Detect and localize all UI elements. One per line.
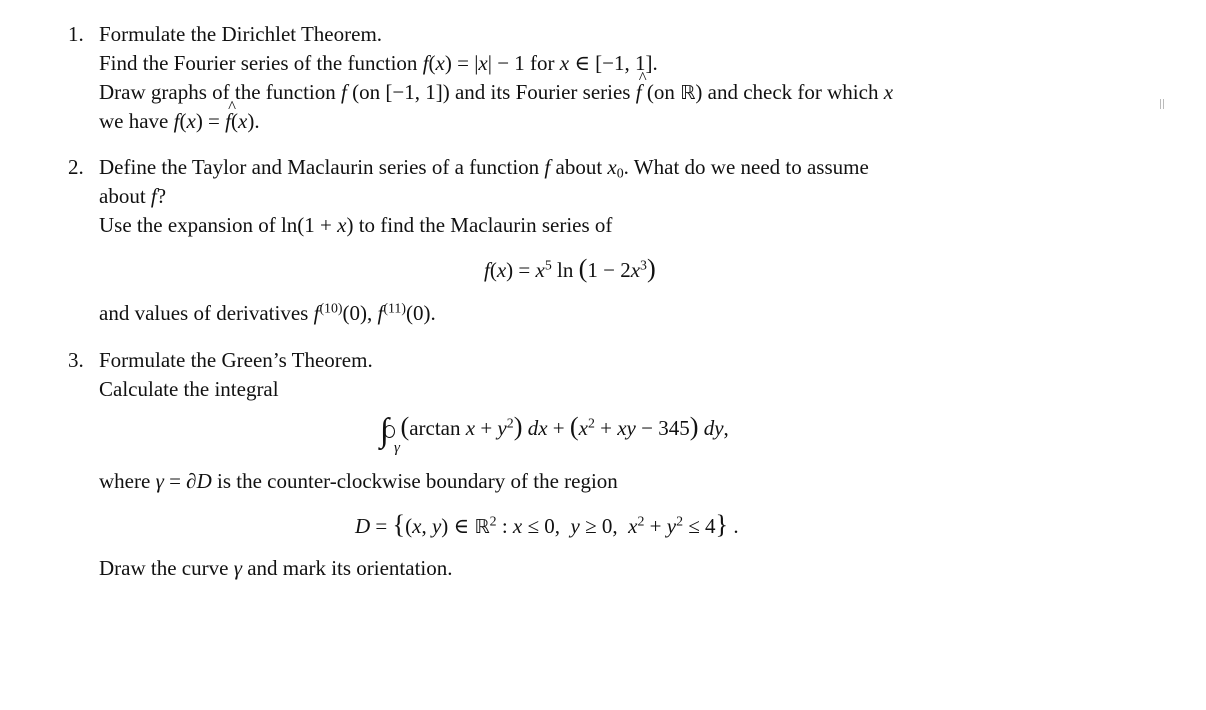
item-2-line-1-text-a: Define the Taylor and Maclaurin series of a function (99, 155, 540, 179)
display-formula-integral: ∫ γ (arctan $x + y^2$) dx + ($x^2$ + xy − 345) dy, (380, 412, 729, 457)
item-2-number: 2. (68, 155, 84, 179)
item-2-line-3-text-b: to find the Maclaurin series of (358, 213, 613, 237)
formula-ln: ln(1 + x) (280, 213, 359, 237)
formula-equality: f(x) = ^ f(x). (174, 109, 260, 133)
item-1-line-3-text: Draw graphs of the function (99, 80, 336, 104)
item-1-line-2 (99, 53, 658, 74)
contour-integral-symbol: ∫ γ (380, 412, 400, 457)
formula-interval: [−1, 1]) (385, 80, 450, 104)
formula-f: f (544, 155, 551, 179)
item-3-line-3 (99, 471, 618, 492)
item-1-on-text-2: (on (646, 80, 675, 104)
item-2-line-4 (99, 300, 436, 325)
item-1-heading: Formulate the Dirichlet Theorem. (99, 22, 383, 46)
formula-domain: x ∈ [−1, 1]. (559, 51, 658, 75)
display-formula-region: D = {(x, y) ∈ ℝ$^2$ : x ≤ 0, y ≥ 0, $x^2 + y^2 \le 4$} . (355, 510, 739, 539)
formula-derivatives: $f^{(10)}(0)$, $f^{(11)}(0)$. (313, 300, 436, 325)
item-3-where-text: where (99, 469, 151, 493)
formula-reals: ℝ) (680, 80, 703, 104)
formula-fhat: ^ f (636, 80, 647, 104)
display-formula-maclaurin: $f(x) = x^5$ $\ln (1 - 2x^3)$ (484, 254, 656, 283)
item-3-line-4 (99, 558, 453, 579)
formula-f: f (341, 80, 347, 104)
item-3-number: 3. (68, 348, 84, 372)
item-3-line-2: Calculate the integral (99, 377, 279, 401)
item-1-fourier-text: and its Fourier series (454, 80, 631, 104)
item-2-line-3 (99, 215, 612, 236)
item-1-line-3 (99, 82, 893, 103)
item-2-line-3-text-a: Use the expansion of (99, 213, 276, 237)
item-2-line-2 (99, 186, 166, 207)
item-1-on-text-1: (on (352, 80, 381, 104)
item-3-draw-text: Draw the curve (99, 556, 229, 580)
item-1-number: 1. (68, 22, 84, 46)
item-2-line-1 (99, 155, 869, 181)
formula-gamma-boundary: γ = ∂D (155, 469, 212, 493)
item-1-line-4-text: we have (99, 109, 169, 133)
formula-f-question: f? (150, 184, 167, 208)
formula-f-abs: f(x) = |x| − 1 (422, 51, 531, 75)
item-2-line-4-text: and values of derivatives (99, 301, 309, 325)
formula-x0: $x_0$. (607, 155, 634, 181)
text-cursor-icon (1160, 99, 1164, 109)
item-1-for-text: for (530, 51, 555, 75)
item-1-check-text: and check for which (707, 80, 879, 104)
item-2-line-1-text-b: about (555, 155, 603, 179)
item-3-heading: Formulate the Green’s Theorem. (99, 348, 373, 372)
formula-x: x (883, 80, 894, 104)
item-1-line-4 (99, 111, 260, 132)
item-2-line-2-text: about (99, 184, 146, 208)
item-2-line-1-text-c: What do we need to assume (633, 155, 869, 179)
item-1-line-2-text: Find the Fourier series of the function (99, 51, 418, 75)
item-3-orientation-text: and mark its orientation. (247, 556, 453, 580)
formula-gamma: γ (233, 556, 242, 580)
item-3-boundary-text: is the counter-clockwise boundary of the region (217, 469, 618, 493)
